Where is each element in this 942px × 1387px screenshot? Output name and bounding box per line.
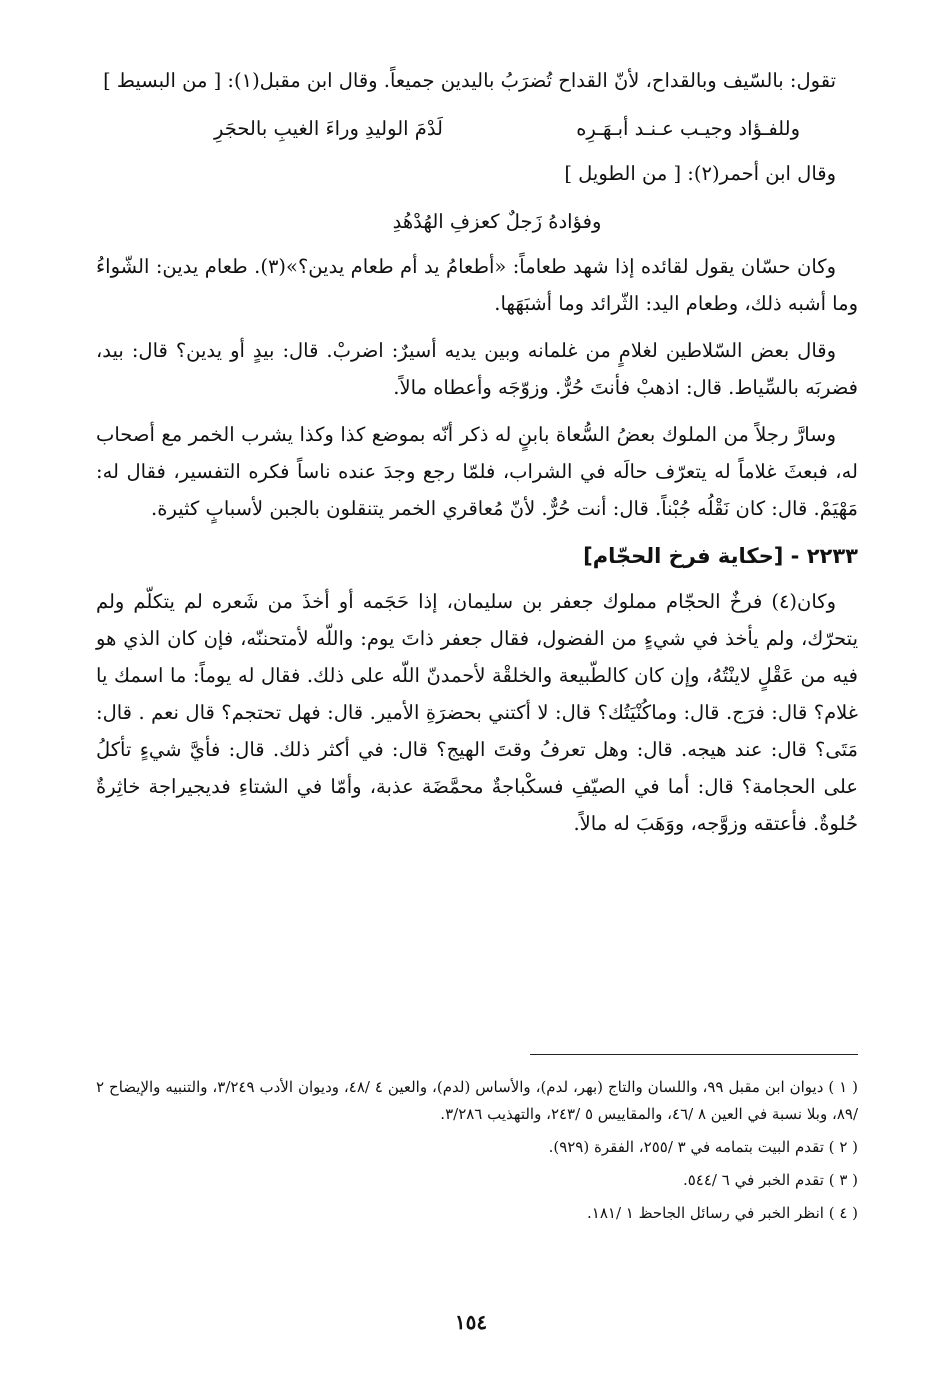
verse-1 [214,109,800,149]
paragraph-6: وكان(٤) فرخٌ الحجّام مملوك جعفر بن سليمان، إذا حَجَمه أو أخذَ من شَعره لم يتكلّم ولم يتحرّك، ولم يأخذ في شيءٍ من الفضول، فقال جعفر ذاتَ يوم: واللّه لأمتحننّه، فإن كان الذي هو فيه من عَقْلٍ لاينْتُهُ، وإن كان كالطّبيعة والخلقْة لأحمدنّ اللّه على ذلك. فقال له يوماً: ما اسمك يا غلام؟ قال: فرَج. قال: وماكُنْيَتُك؟ قال: لا أكتني بحضرَةِ الأمير. قال: فهل تحتجم؟ قال نعم . قال: مَتَى؟ قال: عند هيجه. قال: وهل تعرفُ وقتَ الهيج؟ قال: في أكثر ذلك. قال: فأيَّ شيءٍ تأكلُ على الحجامة؟ قال: أما في الصيّفِ فسكْباجةٌ محمَّضَة عذبة، وأمّا في الشتاءِ فديجيراجة خاثِرةٌ حُلوةٌ. فأعتقه وزوَّجه، ووَهَبَ له مالاً. [96,590,858,835]
footnote-divider [530,1054,858,1055]
verse-2: وفؤادهُ زَجلٌ كعزفِ الهُدْهُدِ [392,210,602,233]
footnote-1: ( ١ ) ديوان ابن مقبل ٩٩، واللسان والتاج (بهر، لدم)، والأساس (لدم)، والعين ٤ /٤٨، وديوان الأدب ٣/٢٤٩، والتنبيه والإيضاح ٢ /٨٩، وبلا نسبة في العين ٨ /٤٦، والمقاييس ٥ /٢٤٣، والتهذيب ٣/٢٨٦. [96,1078,858,1123]
paragraph-4: وقال بعض السّلاطين لغلامٍ من غلمانه وبين يديه أسيرٌ: اضربْ. قال: بيدٍ أو يدين؟ قال: بيد، فضربَه بالسِّياط. قال: اذهبْ فأنتَ حُرٌّ. وزوّجَه وأعطاه مالاً. [96,339,858,399]
footnote-4: ( ٤ ) انظر الخبر في رسائل الجاحظ ١ /١٨١. [587,1204,858,1222]
paragraph-3: وكان حسّان يقول لقائده إذا شهد طعاماً: «أطعامُ يد أم طعام يدين؟»(٣). طعام يدين: الشّواءُ وما أشبه ذلك، وطعام اليد: الثّرائد وما أشبَهَها. [96,255,858,315]
paragraph-2: وقال ابن أحمر(٢): [ من الطويل ] [564,162,836,185]
page-number: ١٥٤ [454,1310,488,1334]
footnote-2: ( ٢ ) تقدم البيت بتمامه في ٣ /٢٥٥، الفقرة (٩٢٩). [548,1138,858,1156]
verse-1-hemistich-2: لَدْمَ الوليدِ وراءَ الغيبِ بالحجَرِ [214,117,444,140]
footnote-3: ( ٣ ) تقدم الخبر في ٦ /٥٤٤. [682,1171,858,1189]
verse-1-hemistich-1: وللفـؤاد وجيـب عـنـد أبـهَـرِه [576,117,800,140]
paragraph-1: تقول: بالسّيف وبالقداح، لأنّ القداح تُضرَبُ باليدين جميعاً. وقال ابن مقبل(١): [ من البسيط ] [103,69,836,92]
section-title: ٢٢٣٣ - [حكاية فرخ الحجّام] [583,544,858,568]
main-text [96,62,858,852]
paragraph-5: وسارَّ رجلاً من الملوك بعضُ السُّعاة بابنٍ له ذكر أنّه بموضع كذا وكذا يشرب الخمر مع أصحاب له، فبعثَ غلاماً له يتعرّف حالَه في الشراب، فلمّا رجع وجدَ عنده ناساً فكره التفسير، فقال له: مَهْيَمْ. قال: كان نَقْلُه جُبْناً. قال: أنت حُرٌّ. لأنّ مُعاقري الخمر يتنقلون بالجبن لأسبابٍ كثيرة. [96,423,858,520]
footnotes [96,1074,858,1233]
